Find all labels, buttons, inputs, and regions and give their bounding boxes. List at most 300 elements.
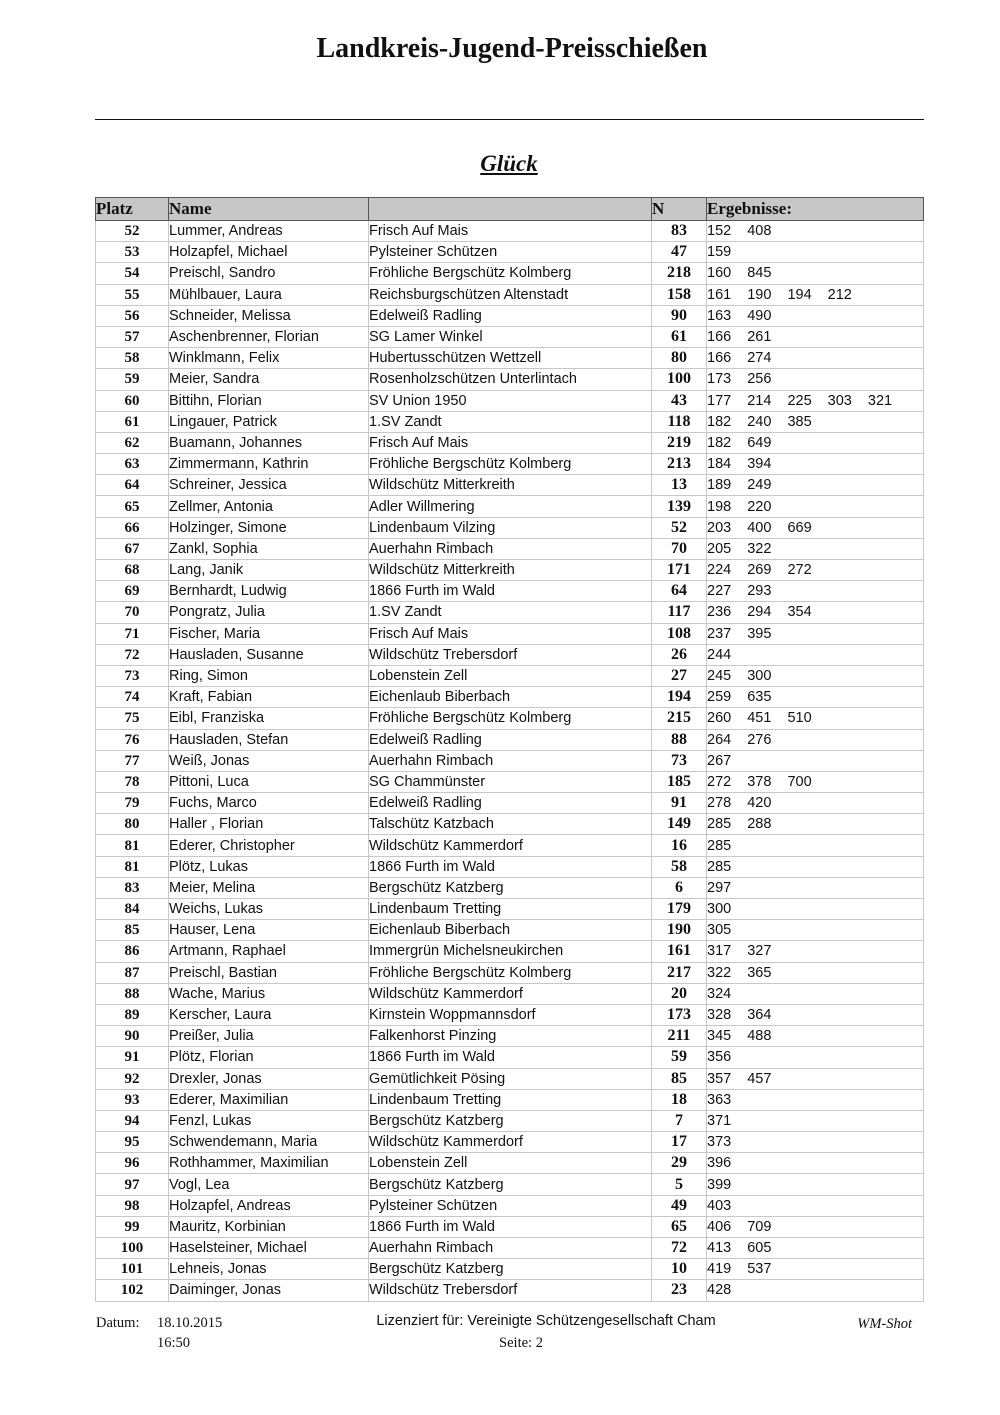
rank-cell: 79 [96,793,169,814]
table-row [96,348,924,369]
name-cell: Fenzl, Lukas [169,1110,369,1131]
table-row [96,1216,924,1237]
rank-cell: 69 [96,581,169,602]
name-cell: Ring, Simon [169,665,369,686]
name-cell: Aschenbrenner, Florian [169,326,369,347]
table-row [96,708,924,729]
results-cell: 159 [707,242,924,263]
name-cell: Kerscher, Laura [169,1004,369,1025]
table-row [96,581,924,602]
table-row [96,602,924,623]
table-row [96,517,924,538]
rank-cell: 97 [96,1174,169,1195]
n-cell: 26 [652,644,707,665]
n-cell: 64 [652,581,707,602]
club-cell: Wildschütz Trebersdorf [369,1280,652,1301]
club-cell: Edelweiß Radling [369,305,652,326]
n-cell: 17 [652,1132,707,1153]
results-cell: 322 365 [707,962,924,983]
results-cell: 285 288 [707,814,924,835]
name-cell: Fischer, Maria [169,623,369,644]
club-cell: Eichenlaub Biberbach [369,687,652,708]
name-cell: Preischl, Sandro [169,263,369,284]
name-cell: Hauser, Lena [169,920,369,941]
name-cell: Holzinger, Simone [169,517,369,538]
club-cell: Edelweiß Radling [369,793,652,814]
results-cell: 399 [707,1174,924,1195]
n-cell: 18 [652,1089,707,1110]
club-cell: Wildschütz Kammerdorf [369,1132,652,1153]
results-cell: 236 294 354 [707,602,924,623]
results-cell: 224 269 272 [707,560,924,581]
rank-cell: 94 [96,1110,169,1131]
name-cell: Haller , Florian [169,814,369,835]
rank-cell: 80 [96,814,169,835]
name-cell: Mühlbauer, Laura [169,284,369,305]
rank-cell: 61 [96,411,169,432]
table-row [96,644,924,665]
club-cell: Lobenstein Zell [369,1153,652,1174]
rank-cell: 102 [96,1280,169,1301]
club-cell: Auerhahn Rimbach [369,750,652,771]
table-row [96,1238,924,1259]
table-row [96,877,924,898]
table-row [96,793,924,814]
results-cell: 182 649 [707,432,924,453]
name-cell: Lehneis, Jonas [169,1259,369,1280]
n-cell: 91 [652,793,707,814]
rank-cell: 76 [96,729,169,750]
table-row [96,326,924,347]
club-cell: Lindenbaum Vilzing [369,517,652,538]
rank-cell: 100 [96,1238,169,1259]
table-body [96,221,924,1302]
name-cell: Mauritz, Korbinian [169,1216,369,1237]
results-cell: 184 394 [707,454,924,475]
rank-cell: 99 [96,1216,169,1237]
n-cell: 23 [652,1280,707,1301]
name-cell: Hausladen, Susanne [169,644,369,665]
rank-cell: 55 [96,284,169,305]
n-cell: 179 [652,899,707,920]
name-cell: Bittihn, Florian [169,390,369,411]
section-title: Glück [480,151,538,176]
rank-cell: 63 [96,454,169,475]
rank-cell: 90 [96,1026,169,1047]
rank-cell: 57 [96,326,169,347]
rank-cell: 59 [96,369,169,390]
results-cell: 357 457 [707,1068,924,1089]
rank-cell: 56 [96,305,169,326]
club-cell: Wildschütz Mitterkreith [369,475,652,496]
club-cell: Lindenbaum Tretting [369,899,652,920]
n-cell: 52 [652,517,707,538]
table-row [96,1174,924,1195]
club-cell: Bergschütz Katzberg [369,1259,652,1280]
rank-cell: 78 [96,771,169,792]
rank-cell: 67 [96,538,169,559]
table-row [96,1132,924,1153]
results-cell: 260 451 510 [707,708,924,729]
club-cell: Falkenhorst Pinzing [369,1026,652,1047]
n-cell: 190 [652,920,707,941]
n-cell: 59 [652,1047,707,1068]
rank-cell: 73 [96,665,169,686]
club-cell: Fröhliche Bergschütz Kolmberg [369,708,652,729]
n-cell: 47 [652,242,707,263]
club-cell: Edelweiß Radling [369,729,652,750]
name-cell: Ederer, Christopher [169,835,369,856]
footer-brand: WM-Shot [857,1316,912,1332]
n-cell: 73 [652,750,707,771]
n-cell: 139 [652,496,707,517]
results-cell: 285 [707,856,924,877]
club-cell: Pylsteiner Schützen [369,1195,652,1216]
n-cell: 213 [652,454,707,475]
table-row [96,729,924,750]
name-cell: Drexler, Jonas [169,1068,369,1089]
rank-cell: 52 [96,221,169,242]
rank-cell: 62 [96,432,169,453]
club-cell: Auerhahn Rimbach [369,538,652,559]
table-row [96,1089,924,1110]
results-cell: 160 845 [707,263,924,284]
rank-cell: 84 [96,899,169,920]
table-row [96,1047,924,1068]
header-club [369,198,652,221]
name-cell: Meier, Melina [169,877,369,898]
table-row [96,305,924,326]
n-cell: 58 [652,856,707,877]
results-cell: 324 [707,983,924,1004]
rank-cell: 83 [96,877,169,898]
table-row [96,411,924,432]
results-cell: 237 395 [707,623,924,644]
club-cell: Wildschütz Trebersdorf [369,644,652,665]
name-cell: Holzapfel, Andreas [169,1195,369,1216]
club-cell: Fröhliche Bergschütz Kolmberg [369,962,652,983]
results-cell: 428 [707,1280,924,1301]
rank-cell: 72 [96,644,169,665]
n-cell: 217 [652,962,707,983]
n-cell: 43 [652,390,707,411]
name-cell: Wache, Marius [169,983,369,1004]
club-cell: 1.SV Zandt [369,602,652,623]
rank-cell: 96 [96,1153,169,1174]
n-cell: 70 [652,538,707,559]
name-cell: Hausladen, Stefan [169,729,369,750]
table-row [96,687,924,708]
club-cell: 1866 Furth im Wald [369,1047,652,1068]
results-cell: 300 [707,899,924,920]
name-cell: Winklmann, Felix [169,348,369,369]
table-row [96,369,924,390]
rank-cell: 60 [96,390,169,411]
club-cell: Pylsteiner Schützen [369,242,652,263]
club-cell: Wildschütz Kammerdorf [369,835,652,856]
results-cell: 285 [707,835,924,856]
results-cell: 297 [707,877,924,898]
club-cell: Immergrün Michelsneukirchen [369,941,652,962]
name-cell: Lang, Janik [169,560,369,581]
rank-cell: 71 [96,623,169,644]
table-row [96,899,924,920]
results-cell: 363 [707,1089,924,1110]
rank-cell: 74 [96,687,169,708]
results-cell: 203 400 669 [707,517,924,538]
table-row [96,496,924,517]
n-cell: 5 [652,1174,707,1195]
rank-cell: 68 [96,560,169,581]
club-cell: Kirnstein Woppmannsdorf [369,1004,652,1025]
header-ergebnisse: Ergebnisse: [707,198,924,221]
club-cell: Auerhahn Rimbach [369,1238,652,1259]
n-cell: 100 [652,369,707,390]
n-cell: 215 [652,708,707,729]
n-cell: 10 [652,1259,707,1280]
n-cell: 171 [652,560,707,581]
rank-cell: 64 [96,475,169,496]
club-cell: Reichsburgschützen Altenstadt [369,284,652,305]
rank-cell: 86 [96,941,169,962]
table-row [96,538,924,559]
rank-cell: 101 [96,1259,169,1280]
name-cell: Buamann, Johannes [169,432,369,453]
table-row [96,263,924,284]
table-row [96,1259,924,1280]
n-cell: 88 [652,729,707,750]
club-cell: Eichenlaub Biberbach [369,920,652,941]
n-cell: 158 [652,284,707,305]
name-cell: Lummer, Andreas [169,221,369,242]
name-cell: Artmann, Raphael [169,941,369,962]
rank-cell: 91 [96,1047,169,1068]
n-cell: 49 [652,1195,707,1216]
results-cell: 272 378 700 [707,771,924,792]
results-cell: 166 274 [707,348,924,369]
results-cell: 189 249 [707,475,924,496]
n-cell: 83 [652,221,707,242]
results-cell: 267 [707,750,924,771]
n-cell: 6 [652,877,707,898]
table-header-row [96,198,924,221]
table-row [96,750,924,771]
results-cell: 278 420 [707,793,924,814]
n-cell: 20 [652,983,707,1004]
name-cell: Kraft, Fabian [169,687,369,708]
results-cell: 152 408 [707,221,924,242]
results-cell: 356 [707,1047,924,1068]
results-cell: 173 256 [707,369,924,390]
results-cell: 413 605 [707,1238,924,1259]
document-title: Landkreis-Jugend-Preisschießen [316,33,708,64]
n-cell: 90 [652,305,707,326]
club-cell: Wildschütz Mitterkreith [369,560,652,581]
table-row [96,962,924,983]
table-row [96,1153,924,1174]
n-cell: 108 [652,623,707,644]
n-cell: 80 [652,348,707,369]
results-cell: 371 [707,1110,924,1131]
club-cell: 1866 Furth im Wald [369,1216,652,1237]
club-cell: Hubertusschützen Wettzell [369,348,652,369]
n-cell: 149 [652,814,707,835]
club-cell: Wildschütz Kammerdorf [369,983,652,1004]
header-platz: Platz [96,198,169,221]
rank-cell: 58 [96,348,169,369]
name-cell: Daiminger, Jonas [169,1280,369,1301]
rank-cell: 81 [96,856,169,877]
club-cell: Frisch Auf Mais [369,432,652,453]
rank-cell: 70 [96,602,169,623]
rank-cell: 65 [96,496,169,517]
club-cell: Talschütz Katzbach [369,814,652,835]
results-table [95,197,924,1302]
n-cell: 194 [652,687,707,708]
table-row [96,983,924,1004]
name-cell: Schwendemann, Maria [169,1132,369,1153]
table-row [96,242,924,263]
club-cell: Bergschütz Katzberg [369,1174,652,1195]
club-cell: 1866 Furth im Wald [369,581,652,602]
rank-cell: 87 [96,962,169,983]
footer-date: 18.10.2015 [157,1315,223,1331]
n-cell: 173 [652,1004,707,1025]
n-cell: 72 [652,1238,707,1259]
rank-cell: 81 [96,835,169,856]
rank-cell: 54 [96,263,169,284]
club-cell: Frisch Auf Mais [369,623,652,644]
club-cell: SV Union 1950 [369,390,652,411]
name-cell: Eibl, Franziska [169,708,369,729]
table-row [96,1026,924,1047]
results-cell: 345 488 [707,1026,924,1047]
rank-cell: 95 [96,1132,169,1153]
title-divider [95,119,924,120]
name-cell: Zankl, Sophia [169,538,369,559]
name-cell: Ederer, Maximilian [169,1089,369,1110]
name-cell: Plötz, Lukas [169,856,369,877]
footer-license: Lizenziert für: Vereinigte Schützengesellschaft Cham [376,1313,716,1329]
name-cell: Preischl, Bastian [169,962,369,983]
results-cell: 406 709 [707,1216,924,1237]
n-cell: 13 [652,475,707,496]
club-cell: Bergschütz Katzberg [369,877,652,898]
n-cell: 211 [652,1026,707,1047]
rank-cell: 85 [96,920,169,941]
results-cell: 163 490 [707,305,924,326]
n-cell: 117 [652,602,707,623]
club-cell: Lobenstein Zell [369,665,652,686]
club-cell: Lindenbaum Tretting [369,1089,652,1110]
n-cell: 29 [652,1153,707,1174]
results-cell: 182 240 385 [707,411,924,432]
results-cell: 259 635 [707,687,924,708]
rank-cell: 75 [96,708,169,729]
name-cell: Weiß, Jonas [169,750,369,771]
name-cell: Fuchs, Marco [169,793,369,814]
club-cell: 1.SV Zandt [369,411,652,432]
name-cell: Zellmer, Antonia [169,496,369,517]
table-row [96,475,924,496]
rank-cell: 53 [96,242,169,263]
table-row [96,920,924,941]
results-cell: 419 537 [707,1259,924,1280]
table-row [96,814,924,835]
table-row [96,835,924,856]
name-cell: Haselsteiner, Michael [169,1238,369,1259]
table-row [96,560,924,581]
results-cell: 328 364 [707,1004,924,1025]
n-cell: 7 [652,1110,707,1131]
name-cell: Pittoni, Luca [169,771,369,792]
results-cell: 264 276 [707,729,924,750]
footer-page-number: Seite: 2 [499,1335,543,1351]
name-cell: Schreiner, Jessica [169,475,369,496]
table-row [96,771,924,792]
table-row [96,1280,924,1301]
name-cell: Lingauer, Patrick [169,411,369,432]
results-cell: 205 322 [707,538,924,559]
name-cell: Pongratz, Julia [169,602,369,623]
table-row [96,1004,924,1025]
club-cell: Rosenholzschützen Unterlintach [369,369,652,390]
rank-cell: 89 [96,1004,169,1025]
name-cell: Preißer, Julia [169,1026,369,1047]
table-row [96,623,924,644]
n-cell: 16 [652,835,707,856]
name-cell: Rothhammer, Maximilian [169,1153,369,1174]
table-row [96,432,924,453]
table-row [96,454,924,475]
n-cell: 65 [652,1216,707,1237]
table-row [96,221,924,242]
results-cell: 396 [707,1153,924,1174]
club-cell: 1866 Furth im Wald [369,856,652,877]
header-n: N [652,198,707,221]
club-cell: Fröhliche Bergschütz Kolmberg [369,263,652,284]
table-row [96,390,924,411]
table-row [96,856,924,877]
results-cell: 373 [707,1132,924,1153]
footer-time: 16:50 [157,1335,191,1351]
name-cell: Schneider, Melissa [169,305,369,326]
footer-date-label: Datum: [96,1315,140,1331]
results-cell: 227 293 [707,581,924,602]
club-cell: Fröhliche Bergschütz Kolmberg [369,454,652,475]
rank-cell: 88 [96,983,169,1004]
n-cell: 118 [652,411,707,432]
results-cell: 305 [707,920,924,941]
name-cell: Plötz, Florian [169,1047,369,1068]
rank-cell: 92 [96,1068,169,1089]
n-cell: 85 [652,1068,707,1089]
results-cell: 403 [707,1195,924,1216]
header-name: Name [169,198,369,221]
club-cell: SG Lamer Winkel [369,326,652,347]
n-cell: 218 [652,263,707,284]
table-row [96,1195,924,1216]
results-cell: 198 220 [707,496,924,517]
table-row [96,284,924,305]
results-cell: 166 261 [707,326,924,347]
rank-cell: 93 [96,1089,169,1110]
n-cell: 219 [652,432,707,453]
results-cell: 317 327 [707,941,924,962]
club-cell: SG Chammünster [369,771,652,792]
rank-cell: 66 [96,517,169,538]
club-cell: Adler Willmering [369,496,652,517]
